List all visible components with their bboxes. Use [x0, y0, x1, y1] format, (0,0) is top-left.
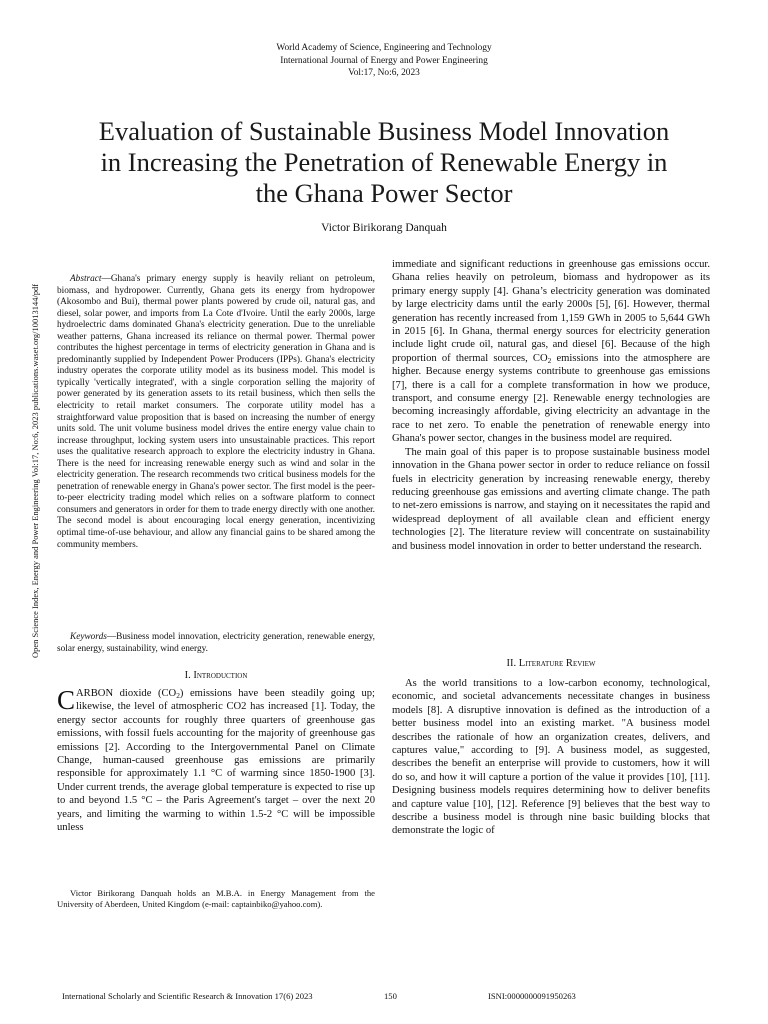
section-heading-literature-review: II. Literature Review — [506, 658, 596, 669]
introduction-text: CARBON dioxide $(CO_2)$ emissions have been steadily going up; likewise, the level of atmospheric CO2 has increased [1]. Today, the energy sector accounts for roughly three quarters of greenhouse gas emissions, with fossil fuels accounting for the majority of greenhouse gas emissions [2]. According to the Intergovernmental Panel on Climate Change, human-caused greenhouse gas emissions are primarily responsible for approximately 1.1 °C of warming since 1850-1900 [3]. Under current trends, the average global temperature is expected to rise up to and beyond 1.5 °C – the Paris Agreement's target – over the next 20 years, and limiting the warming to within 1.5-2 °C will be impossible unless — [57, 685, 375, 834]
header-line-2: International Journal of Energy and Power Engineering — [280, 55, 488, 66]
footer-page-number: 150 — [384, 991, 397, 1001]
header-line-3: Vol:17, No:6, 2023 — [348, 68, 420, 78]
abstract — [57, 274, 375, 551]
author-footnote: Victor Birikorang Danquah holds an M.B.A. in Energy Management from the University of Aberdeen, United Kingdom (e-mail: captainbiko@yahoo.com). — [57, 888, 375, 909]
title-line-1: Evaluation of Sustainable Business Model Innovation — [98, 116, 670, 146]
keywords-dash: — — [106, 632, 117, 642]
abstract-dash: — — [101, 274, 111, 284]
footer-publisher: International Scholarly and Scientific Research & Innovation 17(6) 2023 — [62, 991, 313, 1001]
footer-isni: ISNI:0000000091950263 — [488, 991, 576, 1001]
literature-review-text: As the world transitions to a low-carbon economy, technological, economic, and societal advancements necessitate changes in business models [8]. A disruptive innovation is defined as the introduction of a better business model into an existing market. "A business model describes the rationale of how an organization creates, delivers, and captures value," according to [9]. A business model, as suggested, describes the benefit an enterprise will provide to customers, how it will do so, and how it will capture a portion of the value it provides [10], [11]. Designing business models requires determining how to deliver benefits and capture value [10], [12]. Reference [9] believes that the best way to describe a business model is through nine basic building blocks that demonstrate the logic of — [392, 678, 710, 837]
keywords-label: Keywords — [70, 632, 107, 642]
drop-cap: C — [57, 685, 76, 715]
paper-goal-paragraph: The main goal of this paper is to propose sustainable business model innovation in the Ghana power sector in order to reduce reliance on fossil fuels in electricity generation by increasing renewable energy, thereby reducing greenhouse gas emissions and averting climate change. The path to net-zero emissions is narrow, and staying on it necessitates the rapid and widespread deployment of all available clean and efficient energy technologies [2]. The literature review will concentrate on sustainability and business model innovation in order to better understand the research. — [392, 446, 710, 552]
header-line-1: World Academy of Science, Engineering and Technology — [276, 43, 492, 53]
journal-header — [0, 42, 768, 80]
keywords-text: Business model innovation, electricity generation, renewable energy, solar energy, sustainability, wind energy. — [57, 632, 375, 654]
author-name: Victor Birikorang Danquah — [321, 222, 447, 234]
abstract-text: Ghana's primary energy supply is heavily reliant on petroleum, biomass, and hydropower. Currently, Ghana gets its energy from hydropower (Akosombo and Bui), thermal power plants powered by crude oil, natural gas, and diesel, solar power, and imports from La Cote d'Ivoire. Until the early 2000s, large hydroelectric dams dominated Ghana's electricity generation. Due to the unreliable weather patterns, Ghana increased its reliance on thermal power. Thermal power contributes the highest percentage in terms of electricity generation in Ghana and is predominantly supplied by Independent Power Producers (IPPs). Ghana's electricity industry operates the corporate utility model as its business model. This model is typically 'vertically integrated', with a single corporation selling the majority of power generated by its generation assets to its retail business, which then sells the electricity to retail market consumers. The corporate utility model has a straightforward value proposition that is based on increasing the number of energy units sold. The unit volume business model drives the entire energy value chain to increase throughput, locking system users into unsustainable practices. This report uses the qualitative research approach to explore the electricity industry in Ghana. There is the need for increasing renewable energy such as wind and solar in the electricity generation. The research recommends two critical business models for the penetration of renewable energy in Ghana's power sector. The first model is the peer-to-peer electricity trading model which relies on a software platform to connect consumers and generators in order for them to trade energy directly with one another. The second model is about encouraging local energy generation, incentivizing optimal time-of-use behaviour, and allow any financial gains to be shared among the community members. — [57, 274, 375, 550]
paper-title — [40, 116, 728, 209]
keywords — [57, 632, 375, 655]
abstract-label: Abstract — [70, 274, 102, 284]
title-line-2: in Increasing the Penetration of Renewable Energy in — [100, 147, 668, 177]
introduction-continued: immediate and significant reductions in greenhouse gas emissions occur. Ghana relies heavily on petroleum, biomass and hydropower as its primary energy supply [4]. Ghana’s electricity generation was dominated by large electricity dams until the early 2000s [5], [6]. However, thermal generation has recently increased from 1,159 GWh in 2005 to 5,644 GWh in 2015 [6]. In Ghana, thermal energy sources for electricity generation include light crude oil, natural gas, and diesel [6]. Because of the high proportion of thermal sources, $CO_2$ emissions into the atmosphere are higher. Because energy systems contribute to greenhouse gas emissions [7], there is a call for a complete transformation in how we produce, transport, and consume energy [2]. Renewable energy technologies are becoming increasingly affordable, giving electricity an advantage in the race to net zero. To enable the penetration of renewable energy into Ghana's power sector, changes in the business model are required. The main goal of this paper is to propose sustainable business model innovation in the Ghana power sector in order to reduce reliance on fossil fuels in electricity generation by increasing renewable energy, thereby reducing greenhouse gas emissions and averting climate change. The path to net-zero emissions is narrow, and staying on it necessitates the rapid and widespread deployment of all available clean and efficient energy technologies [2]. The literature review will concentrate on sustainability and business model innovation in order to better understand the research. — [392, 259, 710, 552]
sidebar-index-text: Open Science Index, Energy and Power Engineering Vol:17, No:6, 2023 publications.waset.org/10013144/pdf — [31, 283, 40, 658]
section-heading-introduction: I. Introduction — [184, 670, 248, 681]
title-line-3: the Ghana Power Sector — [255, 178, 513, 208]
